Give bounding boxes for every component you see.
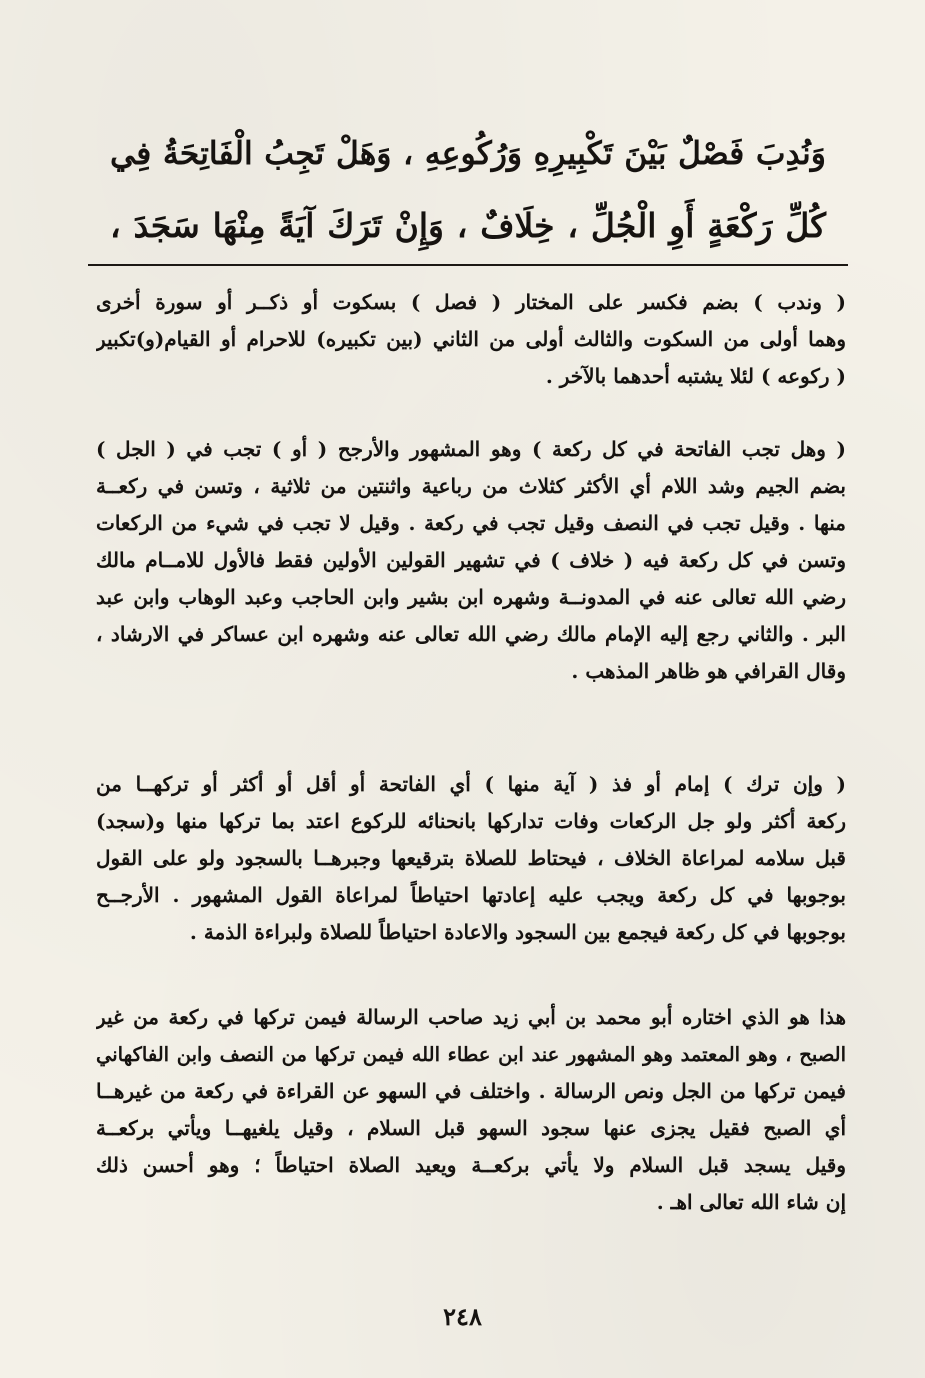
commentary-line: الصبح ، وهو المعتمد وهو المشهور عند ابن عطاء الله فيمن تركها من النصف وابن الفاكهاني — [96, 1043, 846, 1066]
commentary-paragraph-3 — [96, 766, 846, 951]
commentary-line: ( وندب ) بضم فكسر على المختار ( فصل ) بسكوت أو ذكــر أو سورة أخرى — [96, 290, 846, 314]
commentary-line: بضم الجيم وشد اللام أي الأكثر كثلاث من رباعية واثنتين من ثلاثية ، وتسن في ركعــة — [96, 474, 846, 498]
commentary-paragraph-2 — [96, 431, 846, 690]
matn-text — [110, 118, 826, 262]
commentary-line: وقيل يسجد قبل السلام ولا يأتي بركعــة ويعيد الصلاة احتياطاً ؛ وهو أحسن ذلك — [96, 1153, 846, 1177]
commentary-paragraph-4 — [96, 999, 846, 1221]
commentary-line: هذا هو الذي اختاره أبو محمد بن أبي زيد صاحب الرسالة فيمن تركها في ركعة من غير — [96, 1005, 846, 1029]
commentary-line: ( وإن ترك ) إمام أو فذ ( آية منها ) أي الفاتحة أو أقل أو أكثر أو تركهــا من — [96, 772, 846, 796]
commentary-line: ( ركوعه ) لئلا يشتبه أحدهما بالآخر . — [545, 364, 846, 388]
commentary-line: منها . وقيل تجب في النصف وقيل تجب في ركعة . وقيل لا تجب في شيء من الركعات — [96, 511, 846, 535]
commentary-line: وهما أولى من السكوت والثالث أولى من الثاني (بين تكبيره) للاحرام أو القيام(و)تكبير — [96, 327, 846, 351]
section-divider — [88, 264, 848, 266]
commentary-line: قبل سلامه لمراعاة الخلاف ، فيحتاط للصلاة بترقيعها وجبرهــا بالسجود ولو على القول — [96, 846, 846, 870]
commentary-paragraph-1 — [96, 284, 846, 395]
commentary-line: بوجوبها في كل ركعة ويجب عليه إعادتها احتياطاً لمراعاة القول المشهور . الأرجــح — [96, 883, 846, 907]
commentary-line: وتسن في كل ركعة فيه ( خلاف ) في تشهير القولين الأولين فقط فالأول للامــام مالك — [96, 548, 846, 572]
commentary-line: إن شاء الله تعالى اهـ . — [656, 1190, 846, 1214]
commentary-line: وقال القرافي هو ظاهر المذهب . — [571, 659, 846, 683]
commentary-line: فيمن تركها من الجل ونص الرسالة . واختلف في السهو عن القراءة في ركعة من غيرهــا — [96, 1079, 846, 1103]
commentary-line: ( وهل تجب الفاتحة في كل ركعة ) وهو المشهور والأرجح ( أو ) تجب في ( الجل ) — [96, 437, 846, 461]
commentary-line: أي الصبح فقيل يجزى عنها سجود السهو قبل السلام ، وقيل يلغيهــا ويأتي بركعــة — [96, 1116, 846, 1140]
page-number: ٢٤٨ — [443, 1302, 482, 1331]
commentary-line: البر . والثاني رجع إليه الإمام مالك رضي الله تعالى عنه وشهره ابن عساكر في الارشاد ، — [96, 622, 846, 646]
commentary-line: رضي الله تعالى عنه في المدونــة وشهره ابن بشير وابن الحاجب وعبد الوهاب وابن عبد — [96, 585, 846, 609]
commentary-line: بوجوبها في كل ركعة فيجمع بين السجود والاعادة احتياطاً للصلاة ولبراءة الذمة . — [189, 920, 846, 944]
matn-line: كُلِّ رَكْعَةٍ أَوِ الْجُلِّ ، خِلَافٌ ، وَإِنْ تَرَكَ آيَةً مِنْهَا سَجَدَ ، — [110, 206, 826, 245]
matn-line: وَنُدِبَ فَصْلٌ بَيْنَ تَكْبِيرِهِ وَرُكُوعِهِ ، وَهَلْ تَجِبُ الْفَاتِحَةُ فِي — [110, 135, 826, 172]
commentary-line: ركعة أكثر ولو جل الركعات وفات تداركها بانحنائه للركوع اعتد بما تركها منها و(سجد) — [96, 809, 846, 833]
